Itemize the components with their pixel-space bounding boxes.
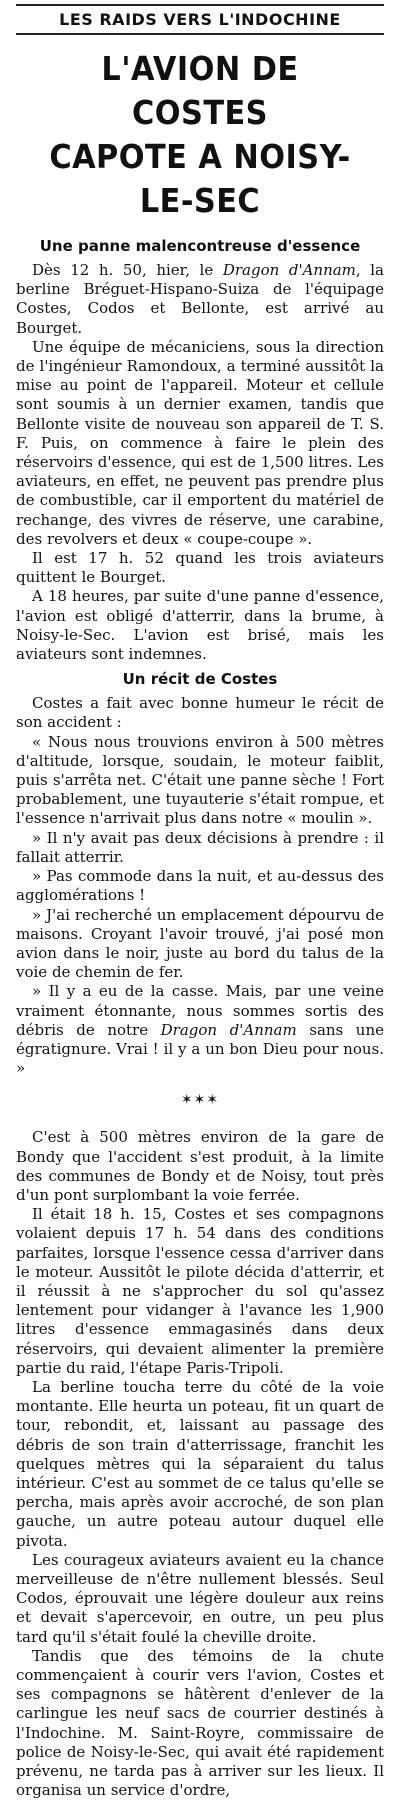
paragraph-text: , la berline Bréguet-Hispano-Suiza de l'équipage Costes, Codos et Bellonte, est arrivé au Bourget. — [16, 261, 385, 337]
paragraph: Les courageux aviateurs avaient eu la chance merveilleuse de n'être nullement blessés. Seul Codos, éprouvait une légère douleur aux reins et devait s'apercevoir, en outre, un peu plus tard qu'il s'était foulé la cheville droite. — [16, 1550, 384, 1646]
paragraph: « Nous nous trouvions environ à 500 mètres d'altitude, lorsque, soudain, le moteur faiblit, puis s'arrêta net. C'était une panne sèche ! Fort probablement, une tuyauterie s'était rompue, et l'essence n'arrivait plus dans notre « moulin ». — [16, 732, 384, 828]
paragraph: » J'ai recherché un emplacement dépourvu de maisons. Croyant l'avoir trouvé, j'ai posé mon avion dans le noir, juste au bord du talus de la voie de chemin de fer. — [16, 905, 384, 982]
paragraph: A 18 heures, par suite d'une panne d'essence, l'avion est obligé d'atterrir, dans la brume, à Noisy-le-Sec. L'avion est brisé, mais les aviateurs sont indemnes. — [16, 587, 384, 664]
plane-name: Dragon d'Annam — [160, 1020, 297, 1039]
subhead-recit: Un récit de Costes — [122, 670, 278, 689]
asterism-separator: ✶✶✶ — [180, 1092, 220, 1109]
headline-line-2: CAPOTE A NOISY-LE-SEC — [49, 137, 351, 220]
paragraph-text: » Il y a eu de la casse. Mais, par une veine vraiment étonnante, nous sommes sortis des débris de notre — [16, 982, 384, 1039]
paragraph: Tandis que des témoins de la chute commençaient à courir vers l'avion, Costes et ses compagnons se hâtèrent d'enlever de la carlingue les neuf sacs de courrier destinés à l'Indochine. M. Saint-Royre, commissaire de police de Noisy-le-Sec, qui avait été rapidement prévenu, ne tarda pas à arriver sur les lieux. Il organisa un service d'ordre, — [16, 1646, 384, 1800]
paragraph: » Il n'y avait pas deux décisions à prendre : il fallait atterrir. — [16, 828, 384, 866]
kicker: LES RAIDS VERS L'INDOCHINE — [16, 10, 384, 35]
top-rule — [16, 4, 384, 6]
plane-name: Dragon d'Annam — [222, 261, 356, 279]
paragraph-text: sans une égratignure. Vrai ! il y a un bon Dieu pour nous. » — [16, 1020, 385, 1078]
paragraph — [16, 982, 384, 1078]
article — [16, 0, 384, 1800]
paragraph: Il était 18 h. 15, Costes et ses compagnons volaient depuis 17 h. 54 dans des conditions parfaites, lorsque l'essence cessa d'arriver dans le moteur. Aussitôt le pilote décida d'atterrir, et il réussit à ne s'approcher du sol qu'assez lentement pour vidanger à l'avance les 1,900 litres d'essence emmagasinés dans deux réservoirs, qui devaient alimenter la première partie du raid, l'étape Paris-Tripoli. — [16, 1205, 384, 1377]
paragraph: La berline toucha terre du côté de la voie montante. Elle heurta un poteau, fit un quart de tour, rebondit, et, laissant au passage des débris de son train d'atterrissage, franchit les quelques mètres qui la séparaient du talus intérieur. C'est au sommet de ce talus qu'elle se percha, mais après avoir accroché, de son plan gauche, un autre poteau autour duquel elle pivota. — [16, 1377, 384, 1550]
paragraph: Il est 17 h. 52 quand les trois aviateurs quittent le Bourget. — [16, 549, 384, 587]
subhead-panne: Une panne malencontreuse d'essence — [39, 237, 361, 255]
headline — [31, 47, 370, 223]
paragraph: Une équipe de mécaniciens, sous la direction de l'ingénieur Ramondoux, a terminé aussitôt la mise au point de l'appareil. Moteur et cellule sont soumis à un dernier examen, tandis que Bellonte visite de nouveau son appareil de T. S. F. Puis, on commence à faire le plein des réservoirs d'essence, qui est de 1,500 litres. Les aviateurs, en effet, ne peuvent pas prendre plus de combustible, car il emportent du matériel de rechange, des vivres de réserve, une carabine, des revolvers et deux « coupe-coupe ». — [16, 337, 384, 548]
headline-line-1: L'AVION DE COSTES — [101, 49, 299, 132]
paragraph: C'est à 500 mètres environ de la gare de Bondy que l'accident s'est produit, à la limite des communes de Bondy et de Noisy, tout près d'un pont surplombant la voie ferrée. — [16, 1128, 384, 1204]
paragraph-text: Dès 12 h. 50, hier, le — [32, 261, 223, 279]
paragraph: » Pas commode dans la nuit, et au-dessus des agglomérations ! — [16, 867, 384, 905]
paragraph: Costes a fait avec bonne humeur le récit de son accident : — [16, 694, 384, 732]
paragraph — [16, 261, 384, 338]
